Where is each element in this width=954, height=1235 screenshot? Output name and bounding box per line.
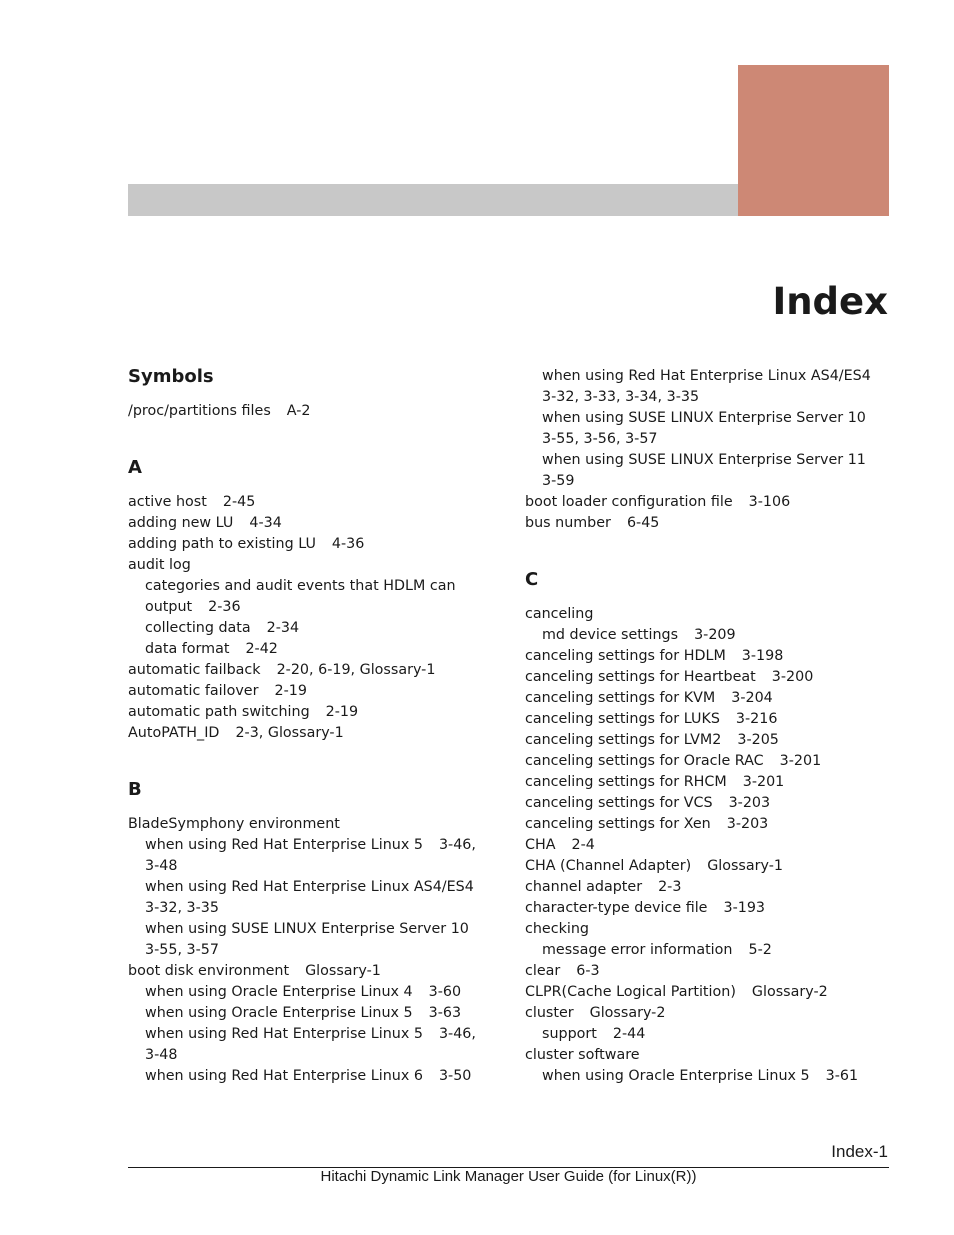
index-entry: [128, 961, 488, 982]
chapter-header-band: [128, 184, 738, 216]
index-term: canceling settings for KVM: [525, 690, 716, 706]
index-term: audit log: [128, 557, 191, 573]
index-subentry: [128, 576, 488, 597]
index-term: canceling settings for Xen: [525, 816, 711, 832]
index-page-reference[interactable]: 4-36: [331, 536, 365, 552]
index-term: data format: [145, 641, 230, 657]
index-subentry: [128, 1003, 488, 1024]
index-page-reference[interactable]: 3-60: [428, 984, 462, 1000]
index-term: active host: [128, 494, 207, 510]
index-entry: [128, 681, 488, 702]
index-term: when using SUSE LINUX Enterprise Server 11: [542, 452, 866, 468]
index-term: output: [145, 599, 193, 615]
index-page-reference[interactable]: 2-4: [571, 837, 595, 853]
index-page-reference[interactable]: 2-36: [208, 599, 241, 615]
index-entry: [525, 667, 885, 688]
index-entry: [525, 898, 885, 919]
index-term: canceling settings for Heartbeat: [525, 669, 756, 685]
index-page-reference[interactable]: 3-61: [825, 1068, 859, 1084]
index-term: canceling settings for LUKS: [525, 711, 720, 727]
index-term: boot disk environment: [128, 963, 290, 979]
index-term: message error information: [542, 942, 733, 958]
index-term: md device settings: [542, 627, 679, 643]
index-column-left: [128, 366, 488, 1087]
index-term: when using Oracle Enterprise Linux 4: [145, 984, 413, 1000]
index-term: 3-48: [145, 858, 178, 874]
index-entry: [525, 835, 885, 856]
index-entry: [525, 730, 885, 751]
index-subentry: [128, 856, 488, 877]
index-subentry: [128, 597, 488, 618]
index-term: when using Oracle Enterprise Linux 5: [542, 1068, 810, 1084]
index-entry: [525, 646, 885, 667]
index-term: canceling settings for VCS: [525, 795, 713, 811]
index-section-heading: A: [128, 457, 142, 478]
index-page-reference[interactable]: 3-216: [735, 711, 778, 727]
index-term: when using Red Hat Enterprise Linux 5: [145, 837, 423, 853]
index-entry: [128, 534, 488, 555]
index-term: boot loader configuration file: [525, 494, 733, 510]
index-term: canceling settings for HDLM: [525, 648, 726, 664]
index-term: CHA: [525, 837, 556, 853]
index-page-reference[interactable]: 3-50: [438, 1068, 472, 1084]
index-term: cluster software: [525, 1047, 640, 1063]
index-subentry: [525, 450, 885, 471]
index-term: 3-59: [542, 473, 575, 489]
index-entry: [128, 814, 488, 835]
index-entry: [525, 919, 885, 940]
index-term: CLPR(Cache Logical Partition): [525, 984, 736, 1000]
index-page-reference[interactable]: Glossary-1: [305, 963, 381, 979]
index-entry: [128, 702, 488, 723]
index-page-reference[interactable]: 3-46,: [438, 1026, 476, 1042]
index-entry: [525, 877, 885, 898]
index-page-reference[interactable]: 3-106: [748, 494, 791, 510]
index-subentry: [128, 835, 488, 856]
index-term: when using Red Hat Enterprise Linux 6: [145, 1068, 423, 1084]
index-term: CHA (Channel Adapter): [525, 858, 692, 874]
index-term: collecting data: [145, 620, 251, 636]
index-page-reference[interactable]: 6-45: [626, 515, 660, 531]
index-term: adding new LU: [128, 515, 234, 531]
index-entry: [525, 856, 885, 877]
index-term: when using SUSE LINUX Enterprise Server 10: [542, 410, 866, 426]
page-number: Index-1: [831, 1142, 888, 1161]
index-term: 3-55, 3-56, 3-57: [542, 431, 658, 447]
index-entry: [525, 772, 885, 793]
index-term: BladeSymphony environment: [128, 816, 340, 832]
index-subentry: [525, 471, 885, 492]
index-page-reference[interactable]: 3-209: [694, 627, 736, 643]
footer-document-title: Hitachi Dynamic Link Manager User Guide (for Linux(R)): [320, 1168, 697, 1185]
index-page-reference[interactable]: 2-20, 6-19, Glossary-1: [276, 662, 436, 678]
index-page-reference[interactable]: 2-45: [222, 494, 256, 510]
index-entry: [128, 513, 488, 534]
index-entry: [128, 660, 488, 681]
index-term: when using Red Hat Enterprise Linux AS4/ES4: [145, 879, 474, 895]
index-subentry: [525, 366, 885, 387]
index-term: when using SUSE LINUX Enterprise Server 10: [145, 921, 469, 937]
index-section-heading: B: [128, 779, 142, 800]
index-term: cluster: [525, 1005, 574, 1021]
index-term: 3-32, 3-33, 3-34, 3-35: [542, 389, 700, 405]
index-subentry: [128, 1045, 488, 1066]
index-entry: [525, 961, 885, 982]
index-entry: [525, 604, 885, 625]
index-page-reference[interactable]: 3-203: [728, 795, 771, 811]
index-subentry: [525, 1024, 885, 1045]
index-entry: [525, 1003, 885, 1024]
index-subentry: [128, 898, 488, 919]
index-subentry: [128, 982, 488, 1003]
index-term: /proc/partitions files: [128, 403, 271, 419]
index-term: automatic failover: [128, 683, 259, 699]
index-entry: [525, 982, 885, 1003]
index-page-reference[interactable]: 3-200: [771, 669, 814, 685]
index-term: when using Red Hat Enterprise Linux 5: [145, 1026, 423, 1042]
index-subentry: [525, 387, 885, 408]
index-page-reference[interactable]: Glossary-2: [589, 1005, 666, 1021]
index-page-reference[interactable]: 6-3: [576, 963, 600, 979]
index-page-reference[interactable]: 3-204: [731, 690, 773, 706]
index-page-reference[interactable]: 2-44: [612, 1026, 646, 1042]
index-subentry: [128, 639, 488, 660]
index-term: automatic failback: [128, 662, 261, 678]
index-term: 3-32, 3-35: [145, 900, 219, 916]
index-subentry: [525, 429, 885, 450]
index-subentry: [525, 940, 885, 961]
index-subentry: [128, 618, 488, 639]
index-entry: [525, 814, 885, 835]
index-subentry: [525, 625, 885, 646]
index-entry: [128, 492, 488, 513]
index-entry: [128, 555, 488, 576]
index-page-reference[interactable]: 3-201: [779, 753, 822, 769]
index-entry: [128, 401, 488, 422]
index-term: canceling settings for Oracle RAC: [525, 753, 764, 769]
index-page-reference[interactable]: 4-34: [249, 515, 282, 531]
index-term: canceling settings for LVM2: [525, 732, 722, 748]
index-page-reference[interactable]: 2-42: [245, 641, 278, 657]
index-column-right: [525, 366, 885, 1087]
index-entry: [525, 1045, 885, 1066]
page-title: Index: [772, 280, 888, 323]
index-subentry: [525, 408, 885, 429]
index-page-reference[interactable]: 2-19: [325, 704, 359, 720]
index-subentry: [128, 940, 488, 961]
index-page-reference[interactable]: 3-63: [428, 1005, 462, 1021]
index-page-reference[interactable]: 2-3: [658, 879, 682, 895]
index-page-reference[interactable]: 3-198: [741, 648, 784, 664]
index-page-reference[interactable]: Glossary-2: [751, 984, 828, 1000]
index-term: canceling settings for RHCM: [525, 774, 727, 790]
index-subentry: [128, 1066, 488, 1087]
index-term: bus number: [525, 515, 611, 531]
index-term: when using Red Hat Enterprise Linux AS4/ES4: [542, 368, 871, 384]
index-term: AutoPATH_ID: [128, 725, 220, 741]
index-term: character-type device file: [525, 900, 708, 916]
index-page-reference[interactable]: 3-201: [742, 774, 785, 790]
index-subentry: [128, 877, 488, 898]
index-entry: [525, 513, 885, 534]
index-term: automatic path switching: [128, 704, 310, 720]
index-entry: [525, 492, 885, 513]
index-page-reference[interactable]: 5-2: [748, 942, 772, 958]
index-entry: [525, 688, 885, 709]
index-page-reference[interactable]: 3-46,: [438, 837, 476, 853]
index-entry: [525, 751, 885, 772]
index-page-reference[interactable]: 2-19: [274, 683, 307, 699]
index-subentry: [525, 1066, 885, 1087]
index-entry: [525, 709, 885, 730]
index-page-reference[interactable]: Glossary-1: [707, 858, 783, 874]
index-section-heading: Symbols: [128, 366, 214, 387]
index-term: checking: [525, 921, 589, 937]
index-entry: [128, 723, 488, 744]
index-subentry: [128, 919, 488, 940]
index-term: adding path to existing LU: [128, 536, 316, 552]
index-page-reference[interactable]: 3-193: [723, 900, 766, 916]
index-section-heading: C: [525, 569, 539, 590]
index-entry: [525, 793, 885, 814]
index-term: channel adapter: [525, 879, 643, 895]
index-term: clear: [525, 963, 561, 979]
index-page-reference[interactable]: 3-203: [726, 816, 769, 832]
index-term: canceling: [525, 606, 594, 622]
index-page-reference[interactable]: A-2: [286, 403, 311, 419]
chapter-accent-block: [738, 65, 889, 216]
index-term: 3-48: [145, 1047, 178, 1063]
index-term: categories and audit events that HDLM can: [145, 578, 456, 594]
index-subentry: [128, 1024, 488, 1045]
index-page-reference[interactable]: 2-3, Glossary-1: [235, 725, 344, 741]
index-page-reference[interactable]: 2-34: [266, 620, 300, 636]
index-term: when using Oracle Enterprise Linux 5: [145, 1005, 413, 1021]
index-page-reference[interactable]: 3-205: [737, 732, 779, 748]
index-term: support: [542, 1026, 597, 1042]
index-term: 3-55, 3-57: [145, 942, 219, 958]
